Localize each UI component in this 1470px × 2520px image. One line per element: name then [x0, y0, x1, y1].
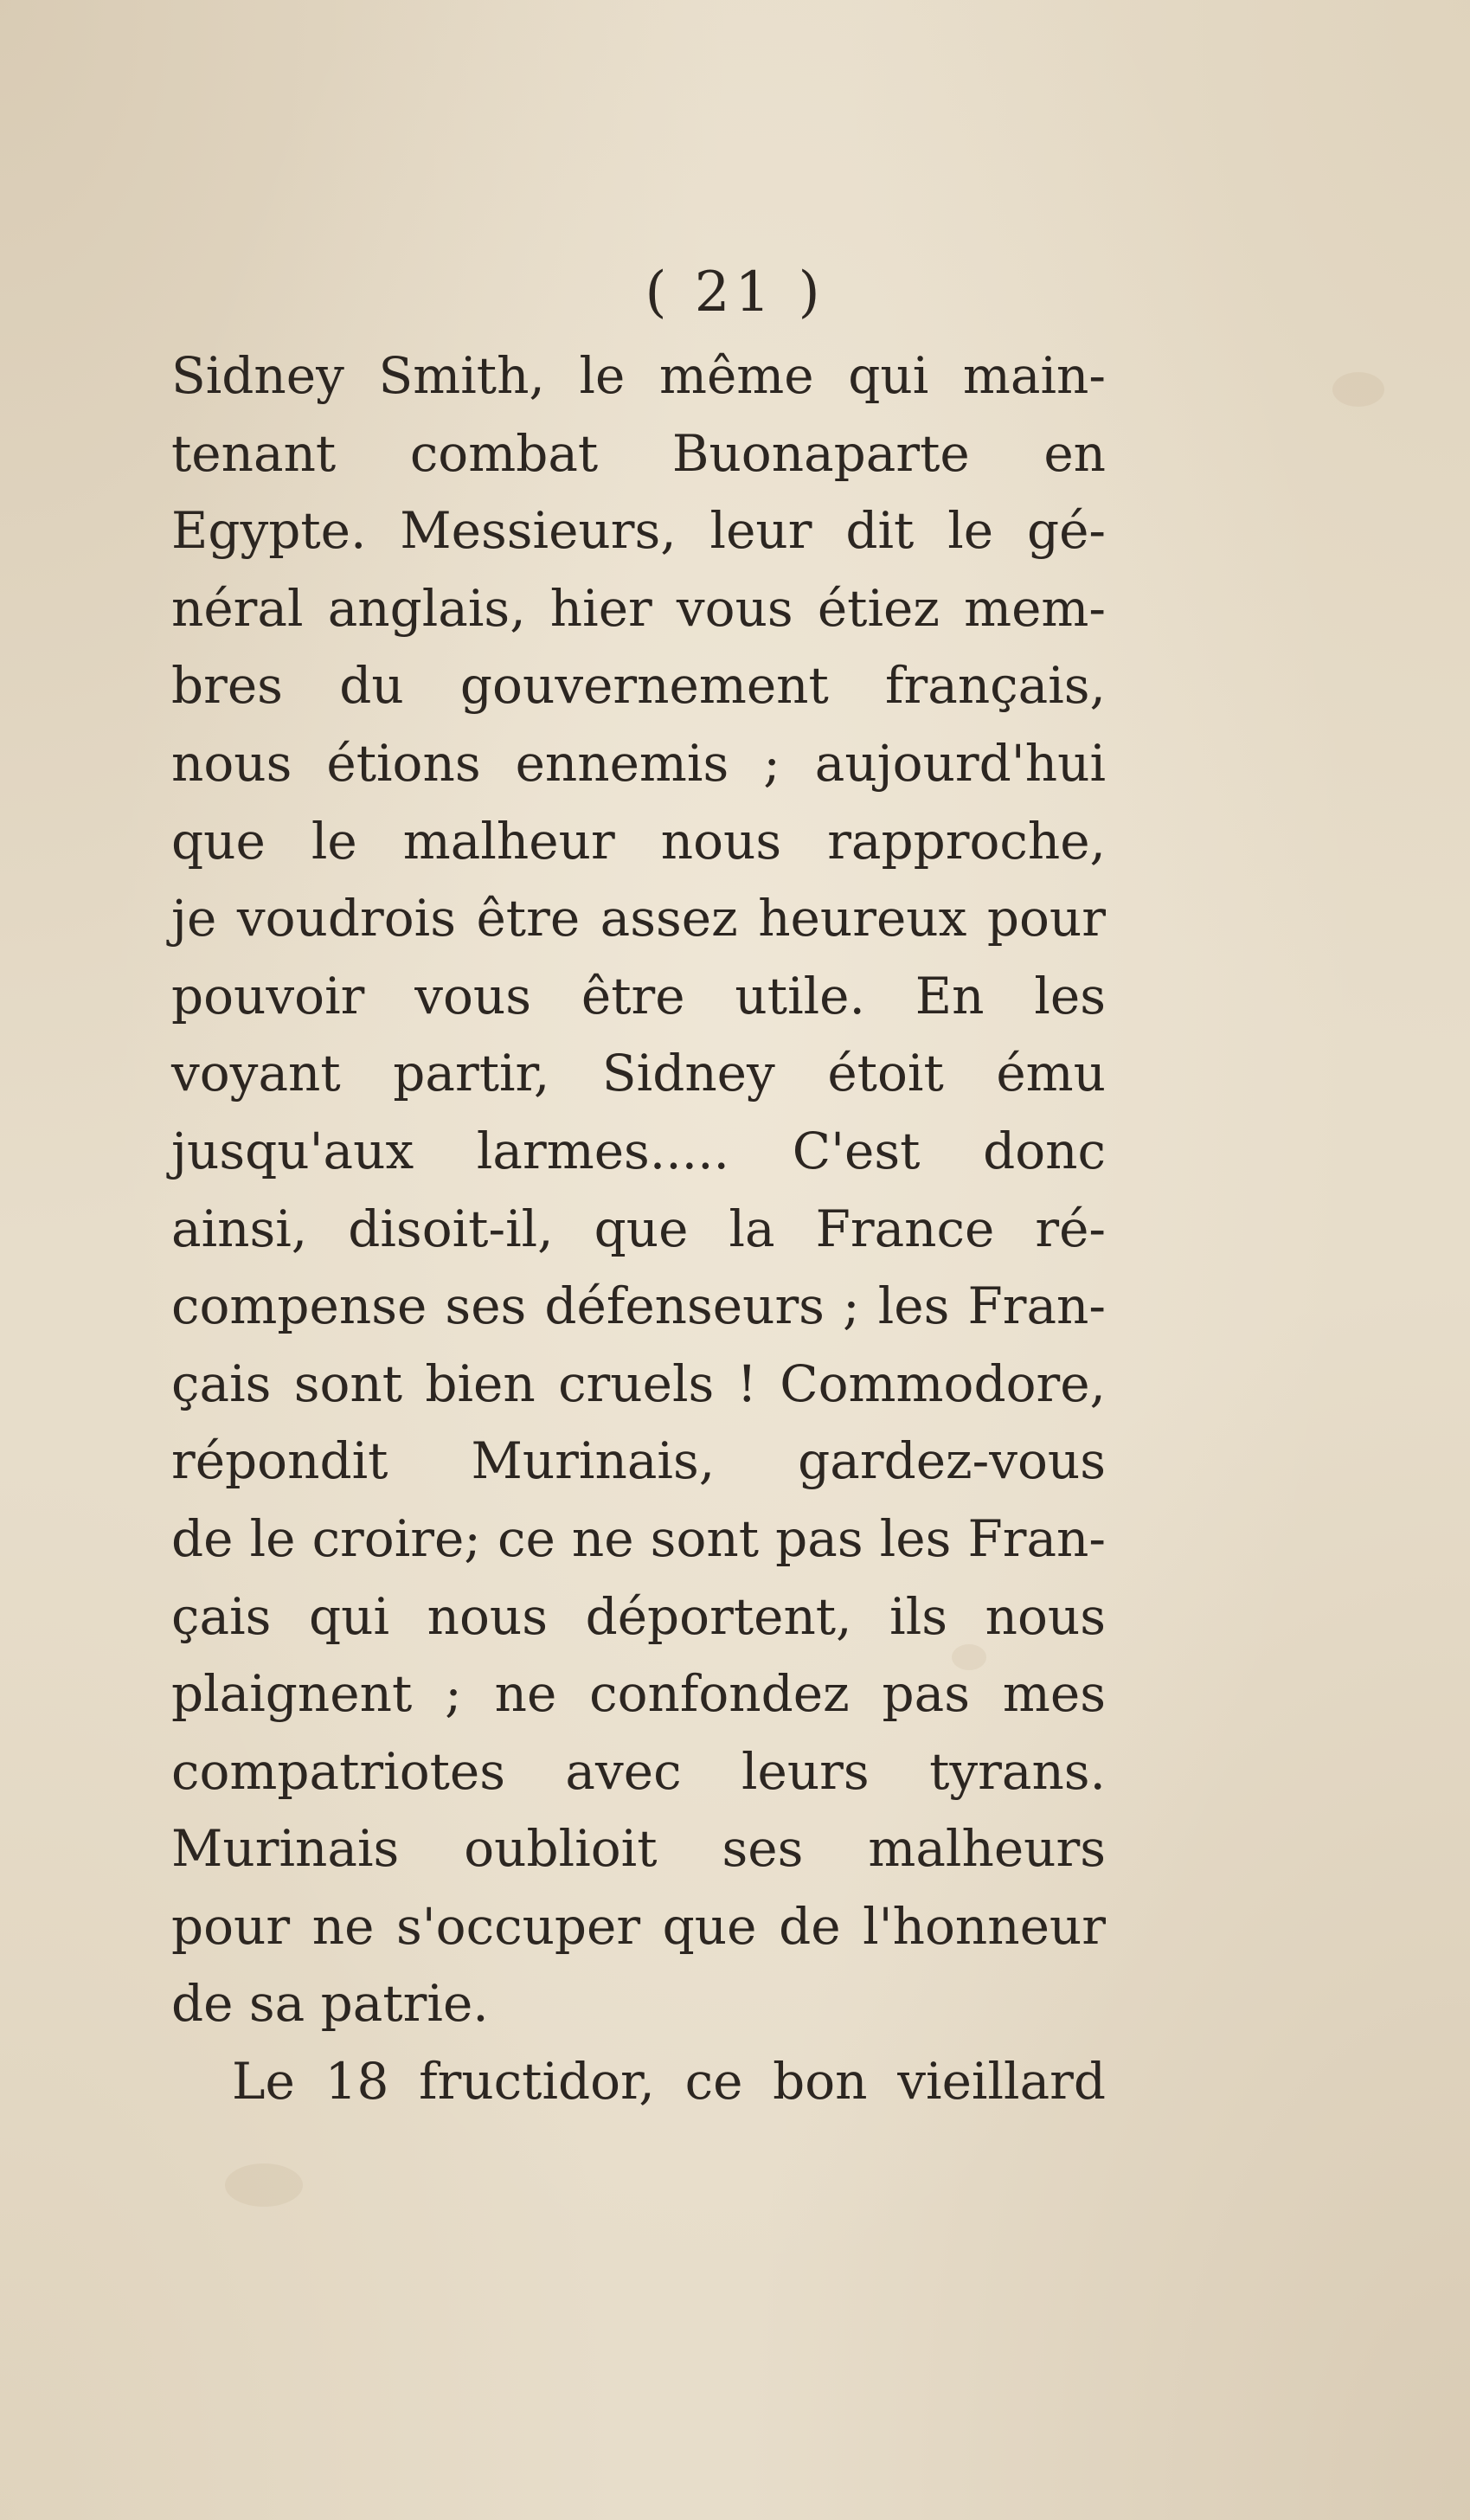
text-line: pouvoir vous être utile. En les [171, 966, 1106, 1025]
text-line: tenant combat Buonaparte en [171, 423, 1106, 483]
paper-stain [1332, 372, 1384, 407]
text-line: Sidney Smith, le même qui main- [171, 346, 1106, 405]
text-line: jusqu'aux larmes..... C'est donc [171, 1121, 1106, 1180]
text-line: je voudrois être assez heureux pour [171, 889, 1106, 948]
text-line: çais sont bien cruels ! Commodore, [171, 1353, 1106, 1413]
text-line: pour ne s'occuper que de l'honneur [171, 1896, 1106, 1956]
text-line: compense ses défenseurs ; les Fran- [171, 1276, 1106, 1336]
text-line: Le 18 fructidor, ce bon vieillard [232, 2052, 1106, 2112]
text-line: ainsi, disoit-il, que la France ré- [171, 1199, 1106, 1258]
text-line: voyant partir, Sidney étoit ému [171, 1044, 1106, 1103]
text-line: Egypte. Messieurs, leur dit le gé- [171, 501, 1106, 561]
text-line: de le croire; ce ne sont pas les Fran- [171, 1508, 1106, 1568]
text-line: Murinais oublioit ses malheurs [171, 1819, 1106, 1879]
text-line: répondit Murinais, gardez-vous [171, 1431, 1106, 1491]
text-line: compatriotes avec leurs tyrans. [171, 1741, 1106, 1801]
text-line: plaignent ; ne confondez pas mes [171, 1664, 1106, 1724]
text-line: çais qui nous déportent, ils nous [171, 1586, 1106, 1646]
page-number: ( 21 ) [645, 260, 825, 325]
paragraph [171, 2043, 1106, 2121]
text-line: bres du gouvernement français, [171, 656, 1106, 716]
text-line: néral anglais, hier vous étiez mem- [171, 578, 1106, 638]
body-text [171, 338, 1106, 2121]
paper-stain [225, 2163, 303, 2207]
text-line: nous étions ennemis ; aujourd'hui [171, 733, 1106, 793]
text-line: que le malheur nous rapproche, [171, 811, 1106, 871]
paragraph [171, 338, 1106, 2043]
text-line: de sa patrie. [171, 1974, 489, 2034]
